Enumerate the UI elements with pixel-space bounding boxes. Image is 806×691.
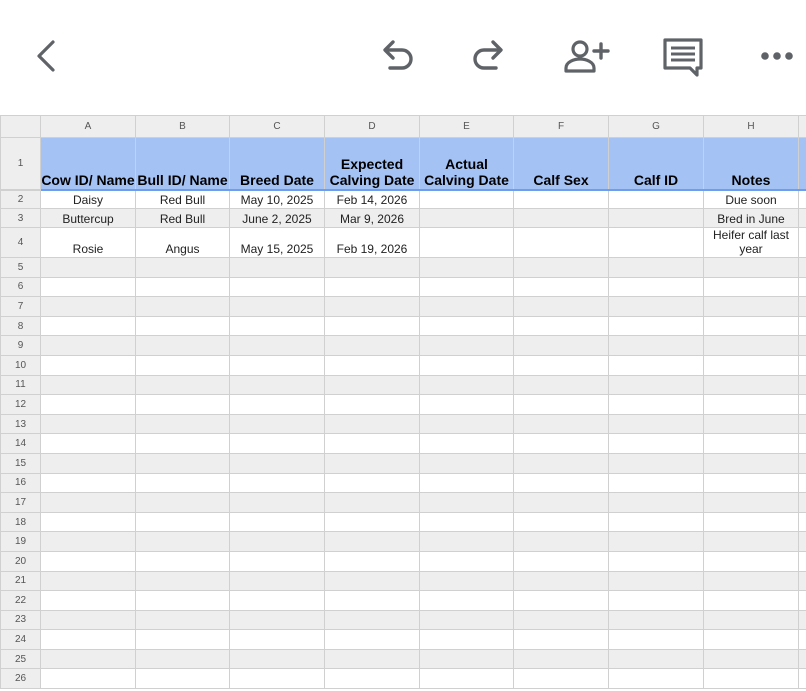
data-cell[interactable]: Due soon xyxy=(704,190,799,209)
empty-cell[interactable] xyxy=(136,669,230,689)
empty-cell[interactable] xyxy=(609,336,704,356)
empty-cell[interactable] xyxy=(325,336,420,356)
empty-cell[interactable] xyxy=(799,493,806,513)
empty-cell[interactable] xyxy=(609,669,704,689)
empty-cell[interactable] xyxy=(704,395,799,415)
empty-cell[interactable] xyxy=(704,591,799,611)
empty-cell[interactable] xyxy=(325,453,420,473)
empty-cell[interactable] xyxy=(514,414,609,434)
empty-cell[interactable] xyxy=(514,493,609,513)
share-button[interactable] xyxy=(560,30,612,82)
empty-cell[interactable] xyxy=(799,336,806,356)
empty-cell[interactable] xyxy=(136,610,230,630)
empty-cell[interactable] xyxy=(704,551,799,571)
empty-cell[interactable] xyxy=(704,375,799,395)
data-cell[interactable] xyxy=(799,228,806,258)
empty-cell[interactable] xyxy=(704,649,799,669)
column-header[interactable]: B xyxy=(136,116,230,138)
empty-cell[interactable] xyxy=(799,395,806,415)
empty-cell[interactable] xyxy=(799,316,806,336)
redo-button[interactable] xyxy=(464,30,516,82)
empty-cell[interactable] xyxy=(704,355,799,375)
empty-cell[interactable] xyxy=(609,630,704,650)
empty-cell[interactable] xyxy=(609,395,704,415)
empty-cell[interactable] xyxy=(420,473,514,493)
empty-cell[interactable] xyxy=(230,551,325,571)
row-header[interactable]: 19 xyxy=(1,532,41,552)
empty-cell[interactable] xyxy=(704,493,799,513)
empty-cell[interactable] xyxy=(136,473,230,493)
row-header[interactable]: 26 xyxy=(1,669,41,689)
row-header[interactable]: 22 xyxy=(1,591,41,611)
column-header[interactable]: F xyxy=(514,116,609,138)
empty-cell[interactable] xyxy=(325,277,420,297)
empty-cell[interactable] xyxy=(136,395,230,415)
empty-cell[interactable] xyxy=(420,551,514,571)
empty-cell[interactable] xyxy=(799,258,806,278)
empty-cell[interactable] xyxy=(230,434,325,454)
empty-cell[interactable] xyxy=(230,277,325,297)
row-header[interactable]: 7 xyxy=(1,297,41,317)
empty-cell[interactable] xyxy=(136,258,230,278)
column-header[interactable]: H xyxy=(704,116,799,138)
empty-cell[interactable] xyxy=(609,610,704,630)
empty-cell[interactable] xyxy=(230,414,325,434)
empty-cell[interactable] xyxy=(609,375,704,395)
empty-cell[interactable] xyxy=(230,258,325,278)
empty-cell[interactable] xyxy=(41,453,136,473)
data-cell[interactable]: Bred in June xyxy=(704,209,799,228)
empty-cell[interactable] xyxy=(420,571,514,591)
empty-cell[interactable] xyxy=(704,669,799,689)
empty-cell[interactable] xyxy=(420,630,514,650)
row-header[interactable]: 18 xyxy=(1,512,41,532)
empty-cell[interactable] xyxy=(704,512,799,532)
empty-cell[interactable] xyxy=(325,493,420,513)
empty-cell[interactable] xyxy=(609,316,704,336)
add-person-icon xyxy=(562,38,610,74)
empty-cell[interactable] xyxy=(420,453,514,473)
empty-cell[interactable] xyxy=(420,336,514,356)
empty-cell[interactable] xyxy=(704,277,799,297)
data-cell[interactable] xyxy=(420,209,514,228)
data-cell[interactable]: Rosie xyxy=(41,228,136,258)
empty-cell[interactable] xyxy=(325,316,420,336)
empty-cell[interactable] xyxy=(514,434,609,454)
empty-cell[interactable] xyxy=(325,591,420,611)
empty-cell[interactable] xyxy=(136,453,230,473)
empty-cell[interactable] xyxy=(609,591,704,611)
empty-cell[interactable] xyxy=(420,512,514,532)
data-cell[interactable]: Mar 9, 2026 xyxy=(325,209,420,228)
empty-cell[interactable] xyxy=(514,375,609,395)
empty-cell[interactable] xyxy=(136,434,230,454)
empty-cell[interactable] xyxy=(609,355,704,375)
header-cell-cow-id[interactable]: Cow ID/ Name xyxy=(41,138,136,190)
empty-cell[interactable] xyxy=(420,434,514,454)
empty-cell[interactable] xyxy=(136,591,230,611)
empty-cell[interactable] xyxy=(325,258,420,278)
empty-cell[interactable] xyxy=(230,297,325,317)
empty-cell[interactable] xyxy=(799,375,806,395)
empty-cell[interactable] xyxy=(704,336,799,356)
row-header[interactable]: 13 xyxy=(1,414,41,434)
empty-cell[interactable] xyxy=(136,355,230,375)
empty-cell[interactable] xyxy=(136,336,230,356)
empty-cell[interactable] xyxy=(136,571,230,591)
row-header[interactable]: 14 xyxy=(1,434,41,454)
empty-cell[interactable] xyxy=(420,669,514,689)
column-header[interactable]: G xyxy=(609,116,704,138)
empty-cell[interactable] xyxy=(41,277,136,297)
header-cell-actual-calving-date[interactable]: Actual Calving Date xyxy=(420,138,514,190)
empty-cell[interactable] xyxy=(230,316,325,336)
empty-cell[interactable] xyxy=(230,571,325,591)
empty-cell[interactable] xyxy=(230,610,325,630)
empty-cell[interactable] xyxy=(799,414,806,434)
empty-cell[interactable] xyxy=(136,316,230,336)
empty-cell[interactable] xyxy=(136,277,230,297)
undo-icon xyxy=(376,38,416,74)
empty-cell[interactable] xyxy=(799,277,806,297)
header-cell-calf-sex[interactable]: Calf Sex xyxy=(514,138,609,190)
empty-cell[interactable] xyxy=(325,630,420,650)
header-cell-breed-date[interactable]: Breed Date xyxy=(230,138,325,190)
row-header[interactable]: 17 xyxy=(1,493,41,513)
more-options-button[interactable] xyxy=(752,30,804,82)
empty-cell[interactable] xyxy=(514,610,609,630)
empty-cell[interactable] xyxy=(514,473,609,493)
row-header[interactable]: 4 xyxy=(1,228,41,258)
data-cell[interactable] xyxy=(420,228,514,258)
empty-cell[interactable] xyxy=(609,434,704,454)
empty-cell[interactable] xyxy=(41,473,136,493)
empty-cell[interactable] xyxy=(41,649,136,669)
empty-cell[interactable] xyxy=(420,258,514,278)
empty-cell[interactable] xyxy=(799,434,806,454)
empty-cell[interactable] xyxy=(41,395,136,415)
row-header[interactable]: 12 xyxy=(1,395,41,415)
empty-cell[interactable] xyxy=(136,297,230,317)
empty-cell[interactable] xyxy=(41,375,136,395)
empty-cell[interactable] xyxy=(41,532,136,552)
empty-cell[interactable] xyxy=(136,493,230,513)
empty-cell[interactable] xyxy=(514,630,609,650)
redo-icon xyxy=(470,38,510,74)
empty-cell[interactable] xyxy=(420,316,514,336)
empty-cell[interactable] xyxy=(514,258,609,278)
empty-cell[interactable] xyxy=(704,610,799,630)
empty-cell[interactable] xyxy=(704,473,799,493)
empty-cell[interactable] xyxy=(704,316,799,336)
empty-cell[interactable] xyxy=(41,297,136,317)
empty-cell[interactable] xyxy=(325,532,420,552)
empty-cell[interactable] xyxy=(799,610,806,630)
empty-cell[interactable] xyxy=(420,493,514,513)
row-header[interactable]: 3 xyxy=(1,209,41,228)
empty-cell[interactable] xyxy=(41,630,136,650)
comment-button[interactable] xyxy=(657,30,709,82)
empty-cell[interactable] xyxy=(514,669,609,689)
empty-cell[interactable] xyxy=(609,453,704,473)
empty-cell[interactable] xyxy=(609,473,704,493)
empty-cell[interactable] xyxy=(41,551,136,571)
empty-cell[interactable] xyxy=(420,591,514,611)
empty-cell[interactable] xyxy=(799,551,806,571)
row-header[interactable]: 23 xyxy=(1,610,41,630)
empty-cell[interactable] xyxy=(136,532,230,552)
empty-cell[interactable] xyxy=(420,395,514,415)
empty-cell[interactable] xyxy=(230,395,325,415)
empty-cell[interactable] xyxy=(514,277,609,297)
empty-cell[interactable] xyxy=(230,375,325,395)
back-button[interactable] xyxy=(20,30,72,82)
empty-cell[interactable] xyxy=(230,649,325,669)
empty-cell[interactable] xyxy=(799,512,806,532)
empty-cell[interactable] xyxy=(136,414,230,434)
empty-cell[interactable] xyxy=(704,414,799,434)
empty-cell[interactable] xyxy=(41,512,136,532)
empty-cell[interactable] xyxy=(325,297,420,317)
empty-cell[interactable] xyxy=(41,571,136,591)
empty-cell[interactable] xyxy=(799,297,806,317)
empty-cell[interactable] xyxy=(704,532,799,552)
select-all-corner[interactable] xyxy=(1,116,41,138)
empty-cell[interactable] xyxy=(514,297,609,317)
data-cell[interactable]: Heifer calf last year xyxy=(704,228,799,258)
data-cell[interactable] xyxy=(609,228,704,258)
empty-cell[interactable] xyxy=(41,493,136,513)
empty-cell[interactable] xyxy=(799,649,806,669)
empty-cell[interactable] xyxy=(514,355,609,375)
empty-cell[interactable] xyxy=(41,316,136,336)
empty-cell[interactable] xyxy=(230,669,325,689)
data-cell[interactable] xyxy=(514,209,609,228)
empty-cell[interactable] xyxy=(514,551,609,571)
row-header[interactable]: 21 xyxy=(1,571,41,591)
empty-cell[interactable] xyxy=(325,512,420,532)
data-cell[interactable]: May 10, 2025 xyxy=(230,190,325,209)
undo-button[interactable] xyxy=(370,30,422,82)
empty-cell[interactable] xyxy=(136,375,230,395)
data-cell[interactable]: Feb 14, 2026 xyxy=(325,190,420,209)
row-header[interactable]: 25 xyxy=(1,649,41,669)
empty-cell[interactable] xyxy=(609,532,704,552)
empty-cell[interactable] xyxy=(230,493,325,513)
empty-cell[interactable] xyxy=(41,414,136,434)
empty-cell[interactable] xyxy=(704,453,799,473)
empty-cell[interactable] xyxy=(41,591,136,611)
empty-cell[interactable] xyxy=(325,571,420,591)
row-header[interactable]: 9 xyxy=(1,336,41,356)
row-header[interactable]: 16 xyxy=(1,473,41,493)
empty-cell[interactable] xyxy=(609,649,704,669)
empty-cell[interactable] xyxy=(230,630,325,650)
row-header[interactable]: 20 xyxy=(1,551,41,571)
data-cell[interactable] xyxy=(609,209,704,228)
empty-cell[interactable] xyxy=(136,630,230,650)
empty-cell[interactable] xyxy=(514,453,609,473)
empty-cell[interactable] xyxy=(230,473,325,493)
empty-cell[interactable] xyxy=(230,512,325,532)
empty-cell[interactable] xyxy=(230,532,325,552)
empty-cell[interactable] xyxy=(230,355,325,375)
spreadsheet-grid xyxy=(0,115,806,691)
header-cell-notes[interactable]: Notes xyxy=(704,138,799,190)
empty-cell[interactable] xyxy=(799,453,806,473)
empty-cell[interactable] xyxy=(41,434,136,454)
empty-cell[interactable] xyxy=(325,395,420,415)
empty-cell[interactable] xyxy=(325,649,420,669)
empty-cell[interactable] xyxy=(420,649,514,669)
empty-cell[interactable] xyxy=(799,473,806,493)
empty-cell[interactable] xyxy=(41,669,136,689)
row-header[interactable]: 2 xyxy=(1,190,41,209)
row-header[interactable]: 1 xyxy=(1,138,41,190)
column-header[interactable] xyxy=(799,116,806,138)
empty-cell[interactable] xyxy=(514,336,609,356)
data-cell[interactable] xyxy=(799,190,806,209)
empty-cell[interactable] xyxy=(609,277,704,297)
empty-cell[interactable] xyxy=(420,375,514,395)
data-cell[interactable]: Red Bull xyxy=(136,190,230,209)
empty-cell[interactable] xyxy=(136,649,230,669)
empty-cell[interactable] xyxy=(420,610,514,630)
empty-cell[interactable] xyxy=(420,277,514,297)
empty-cell[interactable] xyxy=(325,610,420,630)
header-cell-calf-id[interactable]: Calf ID xyxy=(609,138,704,190)
empty-cell[interactable] xyxy=(704,297,799,317)
header-cell-expected-calving-date[interactable]: Expected Calving Date xyxy=(325,138,420,190)
comment-icon xyxy=(661,34,705,78)
empty-cell[interactable] xyxy=(325,473,420,493)
sheet-table xyxy=(0,115,806,689)
empty-cell[interactable] xyxy=(41,610,136,630)
empty-cell[interactable] xyxy=(704,434,799,454)
column-header[interactable]: D xyxy=(325,116,420,138)
row-header[interactable]: 5 xyxy=(1,258,41,278)
data-cell[interactable]: May 15, 2025 xyxy=(230,228,325,258)
empty-cell[interactable] xyxy=(41,336,136,356)
empty-cell[interactable] xyxy=(420,532,514,552)
empty-cell[interactable] xyxy=(514,571,609,591)
header-cell[interactable] xyxy=(799,138,806,190)
data-cell[interactable] xyxy=(420,190,514,209)
empty-cell[interactable] xyxy=(799,571,806,591)
data-cell[interactable] xyxy=(514,190,609,209)
column-header[interactable]: A xyxy=(41,116,136,138)
data-cell[interactable]: Buttercup xyxy=(41,209,136,228)
empty-cell[interactable] xyxy=(136,512,230,532)
empty-cell[interactable] xyxy=(325,551,420,571)
empty-cell[interactable] xyxy=(230,591,325,611)
empty-cell[interactable] xyxy=(420,355,514,375)
row-header[interactable]: 6 xyxy=(1,277,41,297)
data-cell[interactable]: Daisy xyxy=(41,190,136,209)
data-cell[interactable]: Red Bull xyxy=(136,209,230,228)
empty-cell[interactable] xyxy=(325,355,420,375)
empty-cell[interactable] xyxy=(609,571,704,591)
empty-cell[interactable] xyxy=(420,297,514,317)
empty-cell[interactable] xyxy=(325,669,420,689)
empty-cell[interactable] xyxy=(420,414,514,434)
empty-cell[interactable] xyxy=(514,649,609,669)
empty-cell[interactable] xyxy=(609,551,704,571)
empty-cell[interactable] xyxy=(609,414,704,434)
empty-cell[interactable] xyxy=(514,591,609,611)
empty-cell[interactable] xyxy=(41,258,136,278)
empty-cell[interactable] xyxy=(799,630,806,650)
empty-cell[interactable] xyxy=(799,532,806,552)
row-header[interactable]: 11 xyxy=(1,375,41,395)
empty-cell[interactable] xyxy=(41,355,136,375)
empty-cell[interactable] xyxy=(609,493,704,513)
row-header[interactable]: 8 xyxy=(1,316,41,336)
empty-cell[interactable] xyxy=(325,414,420,434)
empty-cell[interactable] xyxy=(230,453,325,473)
row-header[interactable]: 15 xyxy=(1,453,41,473)
empty-cell[interactable] xyxy=(325,375,420,395)
empty-cell[interactable] xyxy=(704,630,799,650)
empty-cell[interactable] xyxy=(136,551,230,571)
empty-cell[interactable] xyxy=(230,336,325,356)
empty-cell[interactable] xyxy=(799,669,806,689)
empty-cell[interactable] xyxy=(704,258,799,278)
empty-cell[interactable] xyxy=(514,316,609,336)
data-cell[interactable] xyxy=(609,190,704,209)
empty-cell[interactable] xyxy=(609,297,704,317)
empty-cell[interactable] xyxy=(609,258,704,278)
chevron-left-icon xyxy=(31,38,61,74)
top-toolbar xyxy=(0,0,806,115)
row-header[interactable]: 24 xyxy=(1,630,41,650)
data-cell[interactable]: June 2, 2025 xyxy=(230,209,325,228)
data-cell[interactable]: Feb 19, 2026 xyxy=(325,228,420,258)
column-header[interactable]: C xyxy=(230,116,325,138)
empty-cell[interactable] xyxy=(704,571,799,591)
data-cell[interactable] xyxy=(799,209,806,228)
empty-cell[interactable] xyxy=(325,434,420,454)
header-cell-bull-id[interactable]: Bull ID/ Name xyxy=(136,138,230,190)
more-horizontal-icon xyxy=(758,46,798,66)
empty-cell[interactable] xyxy=(514,532,609,552)
empty-cell[interactable] xyxy=(799,355,806,375)
empty-cell[interactable] xyxy=(609,512,704,532)
empty-cell[interactable] xyxy=(799,591,806,611)
empty-cell[interactable] xyxy=(514,395,609,415)
row-header[interactable]: 10 xyxy=(1,355,41,375)
empty-cell[interactable] xyxy=(514,512,609,532)
data-cell[interactable]: Angus xyxy=(136,228,230,258)
data-cell[interactable] xyxy=(514,228,609,258)
column-header[interactable]: E xyxy=(420,116,514,138)
